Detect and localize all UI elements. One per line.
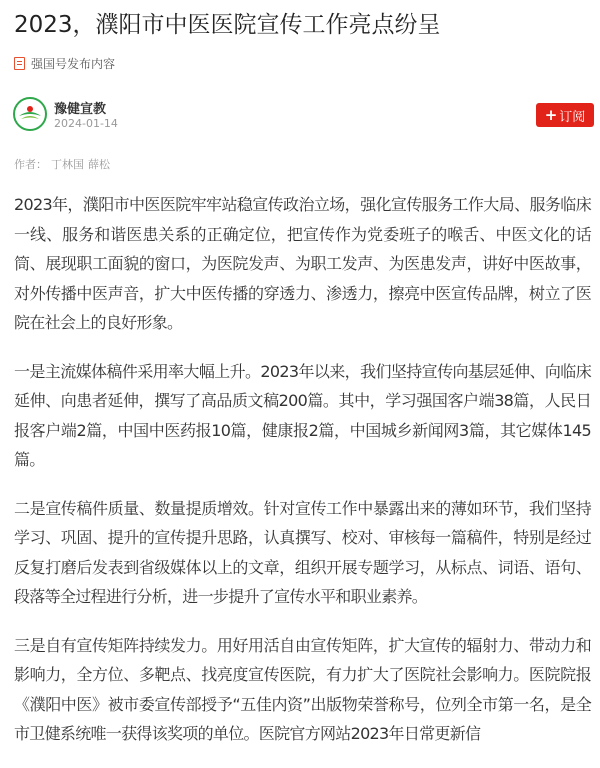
subscribe-button[interactable] (536, 103, 594, 127)
article-paragraph: 三是自有宣传矩阵持续发力。用好用活自由宣传矩阵，扩大宣传的辐射力、带动力和影响力，全方位、多靶点、找亮度宣传医院，有力扩大了医院社会影响力。医院院报《濮阳中医》被市委宣传部授予“五佳内资”出版物荣誉称号，位列全市第一名，是全市卫健系统唯一获得该奖项的单位。医院官方网站2023年日常更新信 (14, 635, 591, 743)
byline-prefix: 作者： (14, 158, 47, 171)
article-title: 2023，濮阳市中医医院宣传工作亮点纷呈 (14, 12, 441, 38)
article-paragraph: 2023年，濮阳市中医医院牢牢站稳宣传政治立场，强化宣传服务工作大局、服务临床一线、服务和谐医患关系的正确定位，把宣传作为党委班子的喉舌、中医文化的话筒、展现职工面貌的窗口，为医院发声、为职工发声、为医患发声，讲好中医故事，对外传播中医声音，扩大中医传播的穿透力、渗透力，擦亮中医宣传品牌，树立了医院在社会上的良好形象。 (14, 195, 591, 332)
source-label-text: 强国号发布内容 (31, 56, 116, 71)
article-body (14, 190, 591, 768)
author-name[interactable]: 豫健宣教 (54, 102, 107, 117)
byline (14, 156, 110, 172)
publish-date: 2024-01-14 (54, 117, 118, 130)
avatar-logo-icon (15, 99, 45, 129)
document-icon (14, 57, 25, 70)
plus-icon: + (544, 105, 558, 124)
article-paragraph: 二是宣传稿件质量、数量提质增效。针对宣传工作中暴露出来的薄如环节，我们坚持学习、巩固、提升的宣传提升思路，认真撰写、校对、审核每一篇稿件，特别是经过反复打磨后发表到省级媒体以上的文章，组织开展专题学习，从标点、词语、语句、段落等全过程进行分析，进一步提升了宣传水平和职业素养。 (14, 498, 591, 606)
subscribe-label: 订阅 (559, 109, 586, 125)
article-paragraph: 一是主流媒体稿件采用率大幅上升。2023年以来，我们坚持宣传向基层延伸、向临床延伸、向患者延伸，撰写了高品质文稿200篇。其中，学习强国客户端38篇，人民日报客户端2篇，中国中医药报10篇，健康报2篇，中国城乡新闻网3篇，其它媒体145篇。 (14, 361, 591, 469)
author-avatar[interactable] (13, 97, 47, 131)
byline-writer: 薛松 (88, 158, 110, 171)
source-label (14, 54, 115, 72)
byline-writer: 丁林国 (51, 158, 84, 171)
